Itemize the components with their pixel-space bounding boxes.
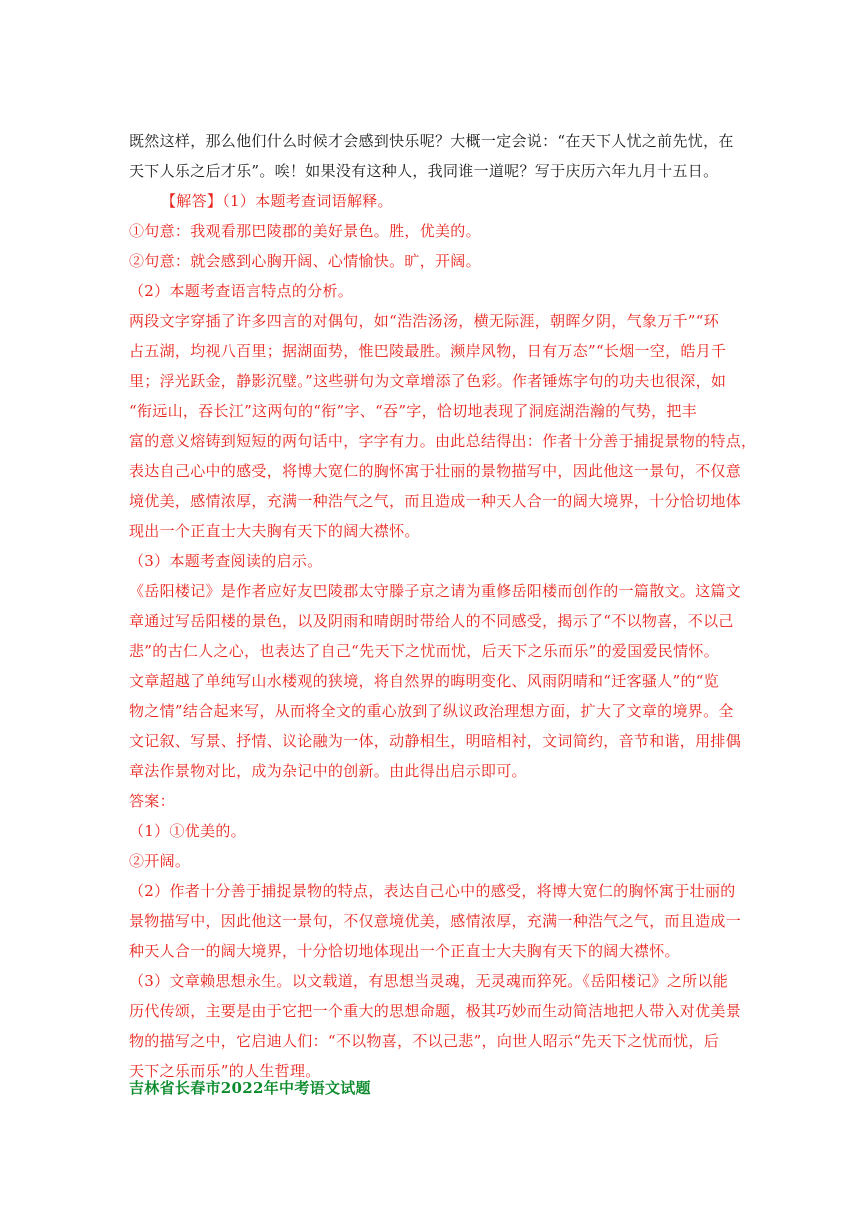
document-content	[129, 126, 757, 1086]
analysis-part2-heading: （2）本题考查语言特点的分析。	[129, 282, 354, 300]
analysis-part1-line: ②句意：就会感到心胸开阔、心情愉快。旷，开阔。	[129, 252, 481, 270]
analysis-heading: 【解答】（1）本题考查词语解释。	[161, 192, 393, 210]
analysis-part3-line: 《岳阳楼记》是作者应好友巴陵郡太守滕子京之请为重修岳阳楼而创作的一篇散文。这篇文	[129, 582, 742, 600]
answer-2-line: （2）作者十分善于捕捉景物的特点，表达自己心中的感受，将博大宽仁的胸怀寓于壮丽的	[129, 882, 736, 900]
analysis-part2-line: 富的意义熔铸到短短的两句话中，字字有力。由此总结得出：作者十分善于捕捉景物的特点，	[129, 432, 757, 450]
answer-1-line: （1）①优美的。	[129, 822, 246, 840]
analysis-part1-line: ①句意：我观看那巴陵郡的美好景色。胜，优美的。	[129, 222, 481, 240]
answer-3-line: 物的描写之中，它启迪人们：“不以物喜，不以己悲”，向世人昭示“先天下之忧而忧，后	[129, 1032, 720, 1050]
analysis-part3-line: 文章超越了单纯写山水楼观的狭境，将自然界的晦明变化、风雨阴晴和“迁客骚人”的“览	[129, 672, 720, 690]
intro-paragraph	[129, 126, 749, 186]
answer-heading: 答案：	[129, 792, 175, 810]
analysis-part2-line: 两段文字穿插了许多四言的对偶句，如“浩浩汤汤，横无际涯，朝晖夕阴，气象万千”“环	[129, 312, 720, 330]
answer-3-line: （3）文章赖思想永生。以文载道，有思想当灵魂，无灵魂而猝死。《岳阳楼记》之所以能	[129, 972, 729, 990]
intro-line: 天下人乐之后才乐”。唉！如果没有这种人，我同谁一道呢？写于庆历六年九月十五日。	[129, 162, 719, 180]
intro-line: 既然这样，那么他们什么时候才会感到快乐呢？大概一定会说：“在天下人忧之前先忧，在	[129, 132, 734, 150]
answer-3-line: 天下之乐而乐”的人生哲理。	[129, 1062, 321, 1080]
analysis-part3-line: 章通过写岳阳楼的景色，以及阴雨和晴朗时带给人的不同感受，揭示了“不以物喜，不以己	[129, 612, 734, 630]
next-section-title: 吉林省长春市2022年中考语文试题	[129, 1079, 371, 1097]
analysis-part3-heading: （3）本题考查阅读的启示。	[129, 552, 323, 570]
analysis-part3-line: 章法作景物对比，成为杂记中的创新。由此得出启示即可。	[129, 762, 527, 780]
answer-3-line: 历代传颂，主要是由于它把一个重大的思想命题，极其巧妙而生动简洁地把人带入对优美景	[129, 1002, 742, 1020]
analysis-part2-line: “衔远山，吞长江”这两句的“衔”字、“吞”字，恰切地表现了洞庭湖浩瀚的气势，把丰	[129, 402, 698, 420]
answer-1-line: ②开阔。	[129, 852, 191, 870]
analysis-part2-line: 占五湖，均视八百里；据湖面势，惟巴陵最胜。濒岸风物，日有万态”“长烟一空，皓月千	[129, 342, 727, 360]
analysis-part3-line: 悲”的古仁人之心，也表达了自己“先天下之忧而忧，后天下之乐而乐”的爱国爱民情怀。	[129, 642, 720, 660]
analysis-part2-line: 里；浮光跃金，静影沉璧。”这些骈句为文章增添了色彩。作者锤炼字句的功夫也很深，如	[129, 372, 727, 390]
answer-2-line: 景物描写中，因此他这一景句，不仅意境优美，感情浓厚，充满一种浩气之气，而且造成一	[129, 912, 742, 930]
analysis-part3-line: 文记叙、写景、抒情、议论融为一体，动静相生，明暗相衬，文词简约，音节和谐，用排偶	[129, 732, 742, 750]
answer-section	[129, 786, 749, 1086]
analysis-part2-line: 现出一个正直士大夫胸有天下的阔大襟怀。	[129, 522, 420, 540]
analysis-part2-line: 境优美，感情浓厚，充满一种浩气之气，而且造成一种天人合一的阔大境界，十分恰切地体	[129, 492, 742, 510]
analysis-part3-line: 物之情”结合起来写，从而将全文的重心放到了纵议政治理想方面，扩大了文章的境界。全	[129, 702, 734, 720]
analysis-part2-line: 表达自己心中的感受，将博大宽仁的胸怀寓于壮丽的景物描写中，因此他这一景句，不仅意	[129, 462, 742, 480]
answer-2-line: 种天人合一的阔大境界，十分恰切地体现出一个正直士大夫胸有天下的阔大襟怀。	[129, 942, 680, 960]
analysis-section	[129, 186, 757, 786]
